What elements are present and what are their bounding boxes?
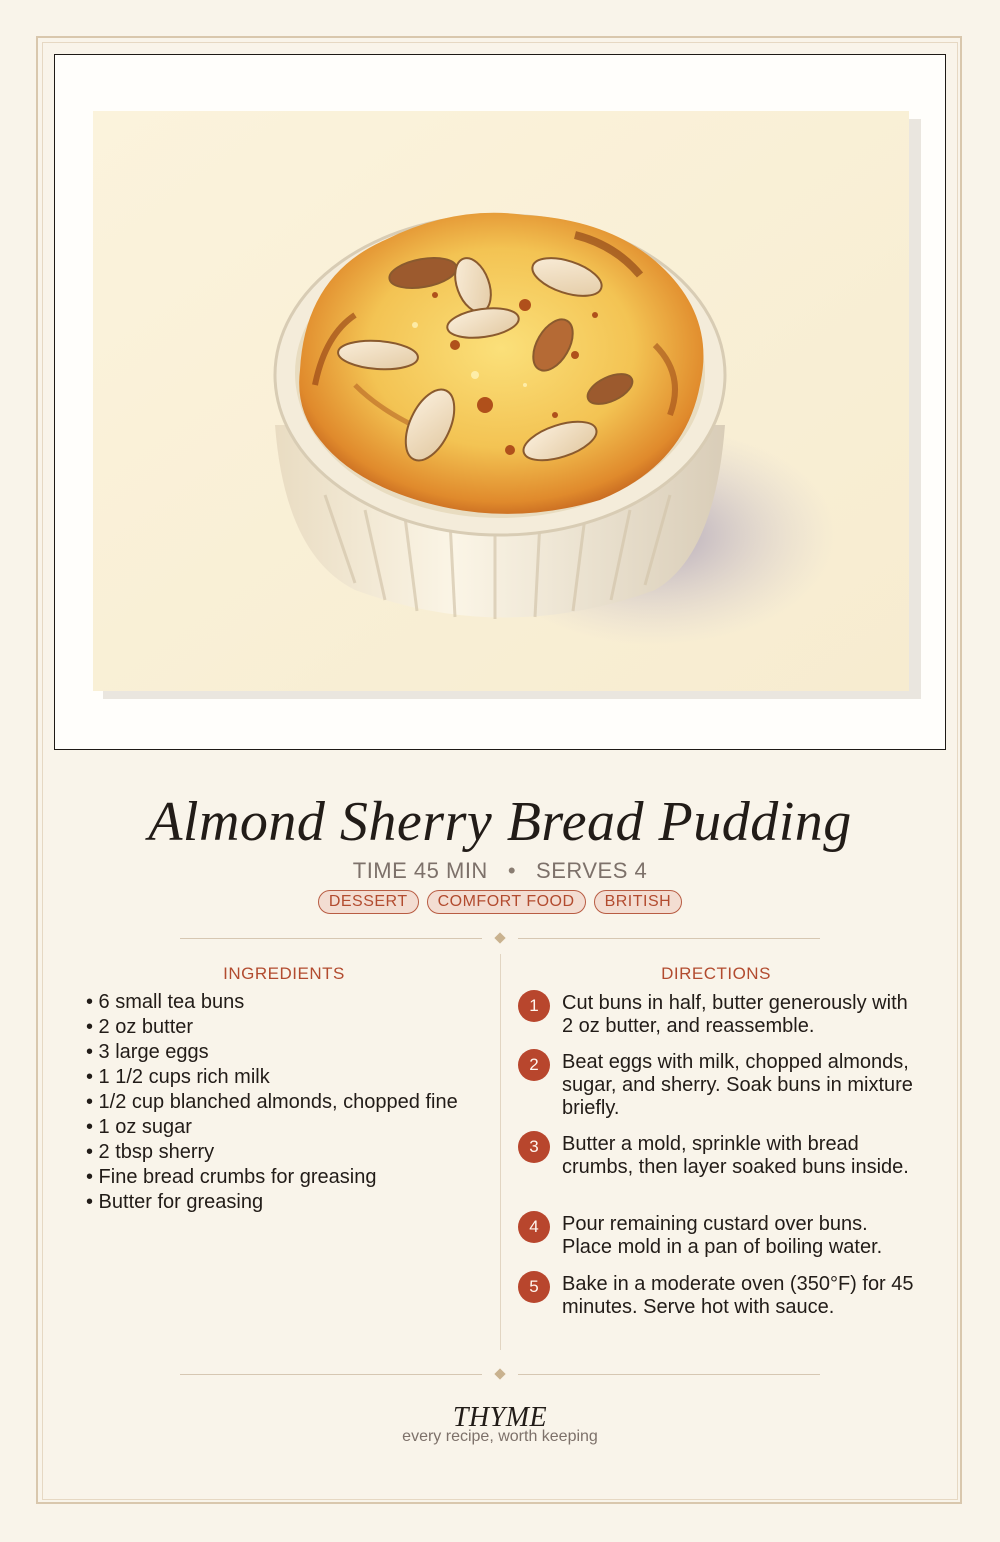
tag-british[interactable]: BRITISH	[594, 890, 683, 914]
ingredient-item: • 2 oz butter	[86, 1016, 194, 1038]
recipe-title: Almond Sherry Bread Pudding	[148, 791, 852, 853]
brand-logo[interactable]: THYME	[452, 1402, 548, 1433]
divider-top-left	[180, 938, 482, 939]
step-number-badge-icon: 5	[518, 1271, 550, 1303]
recipe-meta	[0, 856, 1000, 886]
ingredient-item: • 1 oz sugar	[86, 1116, 192, 1138]
step-text: Pour remaining custard over buns. Place mold in a pan of boiling water.	[562, 1213, 883, 1258]
ingredient-item: • 6 small tea buns	[86, 991, 245, 1013]
divider-top-right	[518, 938, 820, 939]
step-number-badge-icon: 3	[518, 1131, 550, 1163]
step-number-badge-icon: 2	[518, 1049, 550, 1081]
tag-dessert[interactable]: DESSERT	[318, 890, 419, 914]
ingredient-item: • 1 1/2 cups rich milk	[86, 1066, 270, 1088]
ingredient-item: • 2 tbsp sherry	[86, 1141, 215, 1163]
tag-comfort-food[interactable]: COMFORT FOOD	[427, 890, 586, 914]
ingredient-item: • Fine bread crumbs for greasing	[86, 1166, 377, 1188]
step-text: Beat eggs with milk, chopped almonds, sugar, and sherry. Soak buns in mixture briefly.	[562, 1051, 913, 1119]
servings: SERVES 4	[536, 858, 648, 883]
divider-bottom-right	[518, 1374, 820, 1375]
step-number-badge-icon: 4	[518, 1211, 550, 1243]
directions-heading: DIRECTIONS	[661, 964, 771, 983]
step-text: Butter a mold, sprinkle with bread crumbs, then layer soaked buns inside.	[562, 1133, 909, 1178]
brand-tagline: every recipe, worth keeping	[402, 1428, 598, 1445]
ingredient-item: • 3 large eggs	[86, 1041, 209, 1063]
ingredient-item: • 1/2 cup blanched almonds, chopped fine	[86, 1091, 458, 1113]
meta-separator: •	[507, 858, 517, 883]
tag-list	[0, 890, 1000, 914]
cook-time: TIME 45 MIN	[352, 858, 488, 883]
step-number-badge-icon: 1	[518, 990, 550, 1022]
hero-illustration	[54, 54, 946, 750]
divider-bottom-left	[180, 1374, 482, 1375]
bread-pudding-painting	[55, 55, 945, 749]
ingredient-item: • Butter for greasing	[86, 1191, 264, 1213]
step-text: Bake in a moderate oven (350°F) for 45 minutes. Serve hot with sauce.	[562, 1273, 914, 1318]
ingredients-heading: INGREDIENTS	[223, 964, 345, 983]
ingredients-list	[86, 990, 466, 1215]
step-text: Cut buns in half, butter generously with 2 oz butter, and reassemble.	[562, 992, 908, 1037]
column-divider	[500, 954, 501, 1350]
